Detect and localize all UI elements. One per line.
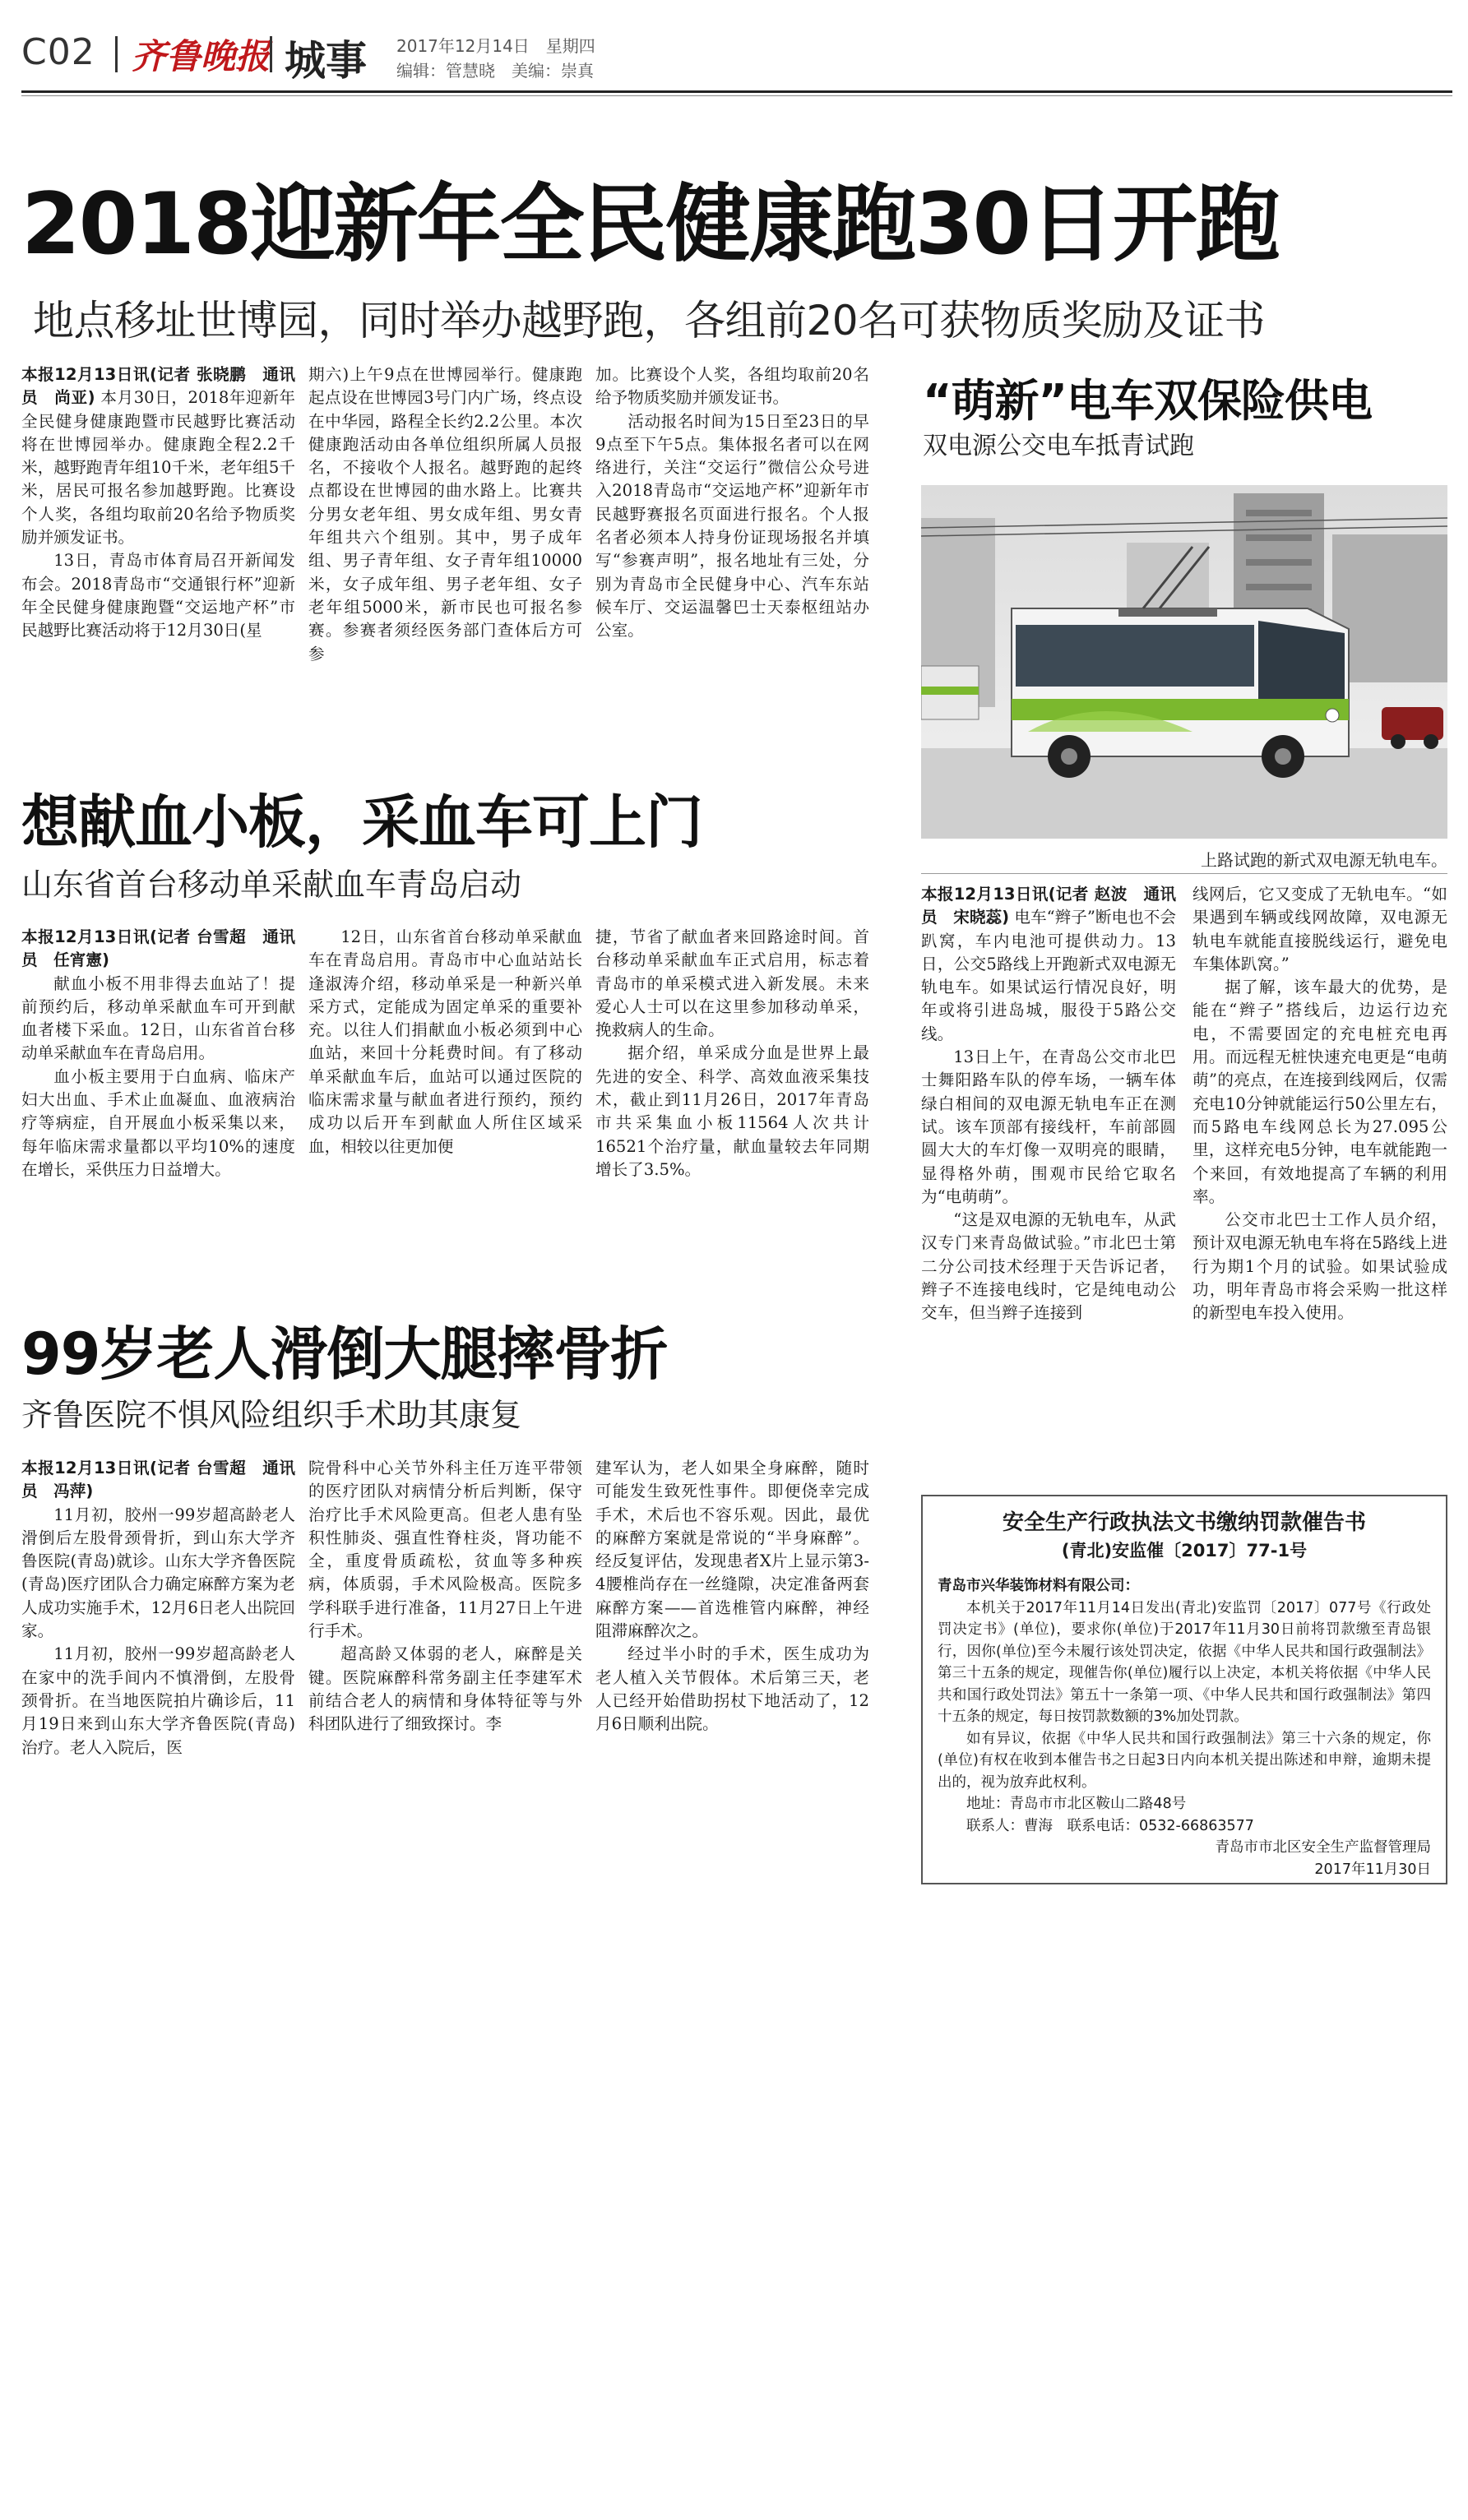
story1-column-2 [308, 363, 582, 729]
bus-photo-drawing [921, 485, 1447, 839]
story-paragraph: 加。比赛设个人奖，各组均取前20名给予物质奖励并颁发证书。 [595, 365, 869, 408]
photo-caption: 上路试跑的新式双电源无轨电车。 [1201, 850, 1447, 870]
story3-column-2 [308, 1457, 582, 1868]
notice-paragraph: 本机关于2017年11月14日发出(青北)安监罚〔2017〕077号《行政处罚决定书》(单位)，要求你(单位)于2017年11月30日前将罚款缴至青岛银行，因你(单位)至今未履行该处罚决定，依据《中华人民共和国行政强制法》第三十五条的规定，现催告你(单位)履行以上决定，本机关将依据《中华人民共和国行政处罚法》第五十一条第一项、《中华人民共和国行政强制法》第四十五条的规定，每日按罚款数额的3%加处罚款。 [938, 1599, 1431, 1725]
story-paragraph: 建军认为，老人如果全身麻醉，随时可能发生致死性事件。即便侥幸完成手术，术后也不容乐观。因此，最优的麻醉方案就是常说的“半身麻醉”。经反复评估，发现患者X片上显示第3-4腰椎尚存在一丝缝隙，决定准备两套麻醉方案——首选椎管内麻醉，神经阻滞麻醉次之。 [595, 1459, 869, 1641]
story-text: 电车“辫子”断电也不会趴窝，车内电池可提供动力。13日，公交5路线上开跑新式双电源无轨电车。如果试运行情况良好，明年或将引进岛城，服役于5路公交线。 [921, 908, 1176, 1043]
notice-organization: 青岛市市北区安全生产监督管理局 [1215, 1839, 1431, 1856]
story2-subheadline: 山东省首台移动单采献血车青岛启动 [21, 867, 522, 903]
lead-subheadline: 地点移址世博园，同时举办越野跑，各组前20名可获物质奖励及证书 [33, 297, 1266, 344]
notice-paragraph: 如有异议，依据《中华人民共和国行政强制法》第三十六条的规定，你(单位)有权在收到本催告书之日起3日内向本机关提出陈述和申辩，逾期未提出的，视为放弃此权利。 [938, 1730, 1431, 1791]
story-paragraph: 13日上午，在青岛公交市北巴士舞阳路车队的停车场，一辆车体绿白相间的双电源无轨电车正在测试。该车顶部有接线杆，车前部圆圆大大的车灯像一双明亮的眼睛，显得格外萌，围观市民给它取名为“电萌萌”。 [921, 1047, 1176, 1206]
notice-date: 2017年11月30日 [1314, 1861, 1431, 1878]
story-paragraph: 献血小板不用非得去血站了！提前预约后，移动单采献血车可开到献血者楼下采血。12日，山东省首台移动单采献血车在青岛启用。 [21, 973, 295, 1063]
story-paragraph: 超高龄又体弱的老人，麻醉是关键。医院麻醉科常务副主任李建军术前结合老人的病情和身体特征等与外科团队进行了细致探讨。李 [308, 1644, 582, 1734]
penalty-notice-box [921, 1495, 1447, 1884]
story3-subheadline: 齐鲁医院不惧风险组织手术助其康复 [21, 1397, 522, 1433]
story-paragraph: 12日，山东省首台移动单采献血车在青岛启用。青岛市中心血站站长逢淑涛介绍，移动单采是一种新兴单采方式，定能成为固定单采的重要补充。以往人们捐献血小板必须到中心血站，来回十分耗费时间。有了移动单采献血车后，血站可以通过医院的临床需求量与献血者进行预约，预约成功以后开车到献血人所住区域采血，相较以往更加便 [308, 927, 582, 1156]
story3-column-1 [21, 1457, 295, 1868]
byline: 本报12月13日讯(记者 赵波 通讯员 宋晓蕊) [921, 885, 1176, 927]
story-paragraph: 线网后，它又变成了无轨电车。“如果遇到车辆或线网故障，双电源无轨电车就能直接脱线运行，避免电车集体趴窝。” [1192, 885, 1447, 973]
notice-number: (青北)安监催〔2017〕77-1号 [1061, 1541, 1308, 1561]
notice-addressee: 青岛市兴华装饰材料有限公司： [938, 1578, 1139, 1594]
story1-column-3 [595, 363, 869, 729]
masthead-rule [21, 90, 1452, 93]
divider [270, 36, 272, 72]
story2-column-3 [595, 926, 869, 1288]
lead-headline: 2018迎新年全民健康跑30日开跑 [21, 175, 1280, 274]
issue-date: 2017年12月14日 星期四 [396, 36, 595, 56]
story-paragraph: 捷，节省了献血者来回路途时间。首台移动单采献血车正式启用，标志着青岛市的单采模式进入新发展。未来爱心人士可以在这里参加移动单采，挽救病人的生命。 [595, 927, 869, 1040]
story3-headline: 99岁老人滑倒大腿摔骨折 [21, 1320, 668, 1388]
byline: 本报12月13日讯(记者 台雪超 通讯员 冯萍) [21, 1459, 295, 1501]
byline: 本报12月13日讯(记者 张晓鹏 通讯员 尚亚) [21, 365, 295, 408]
section-title: 城事 [285, 37, 367, 85]
story1-column-1 [21, 363, 295, 729]
story-paragraph: 院骨科中心关节外科主任万连平带领的医疗团队对病情分析后判断，保守治疗比手术风险更高。但老人患有坠积性肺炎、强直性脊柱炎，肾功能不全，重度骨质疏松，贫血等多种疾病，体质弱，手术风险极高。医院多学科联手进行准备，11月27日上午进行手术。 [308, 1459, 582, 1641]
story-paragraph: 期六)上午9点在世博园举行。健康跑起点设在世博园3号门内广场，终点设在中华园，路程全长约2.2公里。本次健康跑活动由各单位组织所属人员报名，不接收个人报名。越野跑的起终点都设在世博园的曲水路上。比赛共分男女老年组、男女成年组、男女青年组共六个组别。其中，男子成年组、男子青年组、女子青年组10000米，女子成年组、男子老年组、女子老年组5000米，新市民也可报名参赛。参赛者须经医务部门查体后方可参 [308, 365, 582, 664]
page-number: C02 [21, 31, 95, 73]
story-paragraph: 据了解，该车最大的优势，是能在“辫子”搭线后，边运行边充电，不需要固定的充电桩充电再用。而远程无桩快速充电更是“电萌萌”的亮点，在连接到线网后，仅需充电10分钟就能运行50公里左右，而5路电车线网总长为27.095公里，这样充电5分钟，电车就能跑一个来回，有效地提高了车辆的利用率。 [1192, 978, 1447, 1206]
story-paragraph: 血小板主要用于白血病、临床产妇大出血、手术止血凝血、血液病治疗等病症，自开展血小板采集以来，每年临床需求量都以平均10%的速度在增长，采供压力日益增大。 [21, 1066, 295, 1179]
divider [921, 873, 1447, 874]
story-paragraph: 11月初，胶州一99岁超高龄老人在家中的洗手间内不慎滑倒，左股骨颈骨折。在当地医院拍片确诊后，11月19日来到山东大学齐鲁医院(青岛)治疗。老人入院后，医 [21, 1644, 295, 1757]
notice-contact: 联系人：曹海 联系电话：0532-66863577 [966, 1817, 1254, 1834]
story-paragraph: “这是双电源的无轨电车，从武汉专门来青岛做试验。”市北巴士第二分公司技术经理于天告诉记者，辫子不连接电线时，它是纯电动公交车，但当辫子连接到 [921, 1210, 1176, 1323]
story-paragraph: 公交市北巴士工作人员介绍，预计双电源无轨电车将在5路线上进行为期1个月的试验。如果试验成功，明年青岛市将会采购一批这样的新型电车投入使用。 [1192, 1210, 1447, 1323]
story-paragraph: 经过半小时的手术，医生成功为老人植入关节假体。术后第三天，老人已经开始借助拐杖下地活动了，12月6日顺利出院。 [595, 1644, 869, 1734]
bus-photo [921, 485, 1447, 839]
divider [115, 36, 118, 72]
newspaper-logo: 齐鲁晚报 [132, 36, 271, 76]
story2-headline: 想献血小板，采血车可上门 [21, 788, 702, 856]
story2-column-1 [21, 926, 295, 1288]
story4-column-1 [921, 883, 1176, 1434]
notice-title: 安全生产行政执法文书缴纳罚款催告书 [1002, 1510, 1366, 1535]
story-paragraph: 据介绍，单采成分血是世界上最先进的安全、科学、高效血液采集技术，截止到11月26日，2017年青岛市共采集血小板11564人次共计16521个治疗量，献血量较去年同期增长了3.5%。 [595, 1043, 869, 1179]
editor-credits: 编辑：管慧晓 美编：崇真 [396, 61, 594, 81]
story4-headline: “萌新”电车双保险供电 [923, 375, 1372, 427]
story-paragraph: 活动报名时间为15日至23日的早9点至下午5点。集体报名者可以在网络进行，关注“交运行”微信公众号进入2018青岛市“交运地产杯”迎新年市民越野赛报名页面进行报名。个人报名者必须本人持身份证现场报名并填写“参赛声明”，报名地址有三处，分别为青岛市全民健身中心、汽车东站候车厅、交运温馨巴士天泰枢纽站办公室。 [595, 411, 869, 640]
story4-column-2 [1192, 883, 1447, 1434]
story4-subheadline: 双电源公交电车抵青试跑 [923, 432, 1194, 460]
story-paragraph: 11月初，胶州一99岁超高龄老人滑倒后左股骨颈骨折，到山东大学齐鲁医院(青岛)就诊。山东大学齐鲁医院(青岛)医疗团队合力确定麻醉方案为老人成功实施手术，12月6日老人出院回家。 [21, 1505, 295, 1641]
story2-column-2 [308, 926, 582, 1288]
story3-column-3 [595, 1457, 869, 1868]
notice-address: 地址：青岛市市北区鞍山二路48号 [966, 1796, 1187, 1812]
notice-body [938, 1575, 1431, 1837]
masthead-rule-thin [21, 95, 1452, 96]
story-text: 本月30日，2018年迎新年全民健身健康跑暨市民越野比赛活动将在世博园举办。健康跑全程2.2千米，越野跑青年组10千米，老年组5千米，居民可报名参加越野跑。比赛设个人奖，各组均取前20名给予物质奖励并颁发证书。 [21, 388, 295, 548]
byline: 本报12月13日讯(记者 台雪超 通讯员 任宵憲) [21, 927, 295, 970]
story-paragraph: 13日，青岛市体育局召开新闻发布会。2018青岛市“交通银行杯”迎新年全民健身健康跑暨“交运地产杯”市民越野比赛活动将于12月30日(星 [21, 551, 295, 640]
